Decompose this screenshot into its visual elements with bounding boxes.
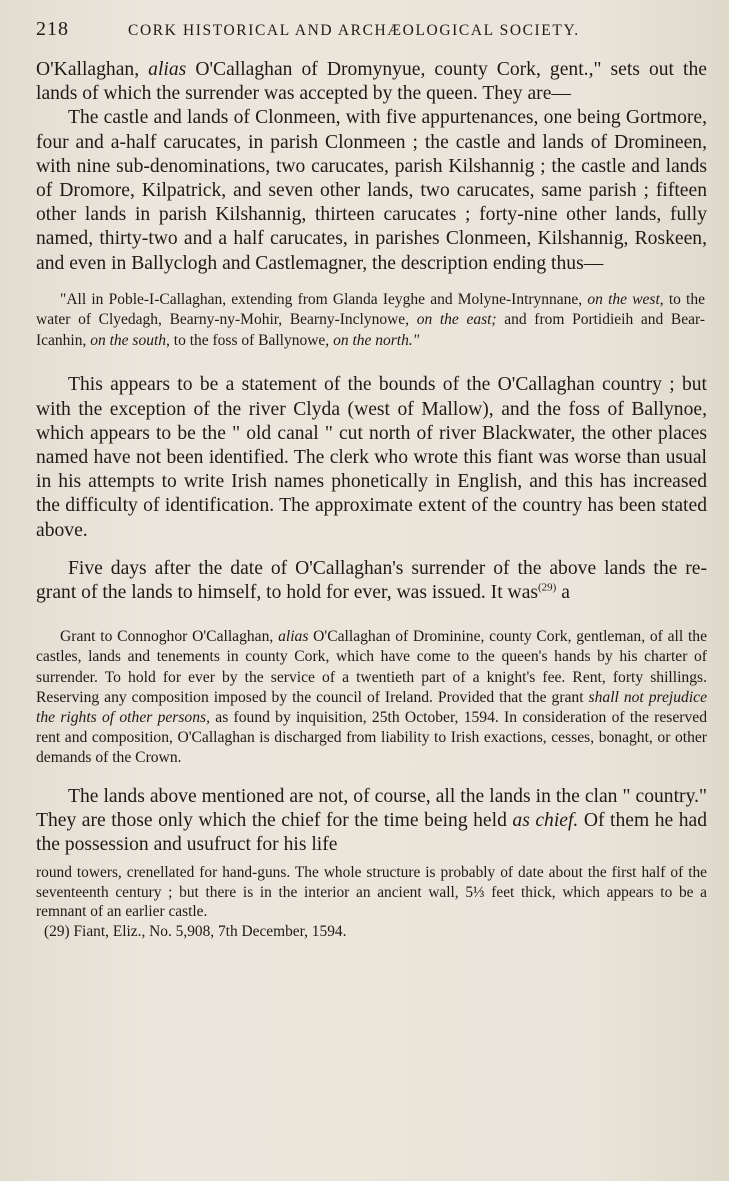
quote-italic-east: on the east; — [416, 311, 497, 329]
quote-italic-west: on the west, — [587, 290, 664, 308]
footnote-continuation: round towers, crenellated for hand-guns. The whole structure is probably of date about the first half of the seventeenth century ; but there is in the interior an ancient wall, 5⅓ feet thick, which appears to be a remnant of an earlier castle. — [36, 864, 707, 921]
paragraph-5-text-a: The lands above mentioned are not, of course, all the lands in the clan " country." They are those only which the chief for the time being held — [36, 785, 707, 831]
grant-italic-rights: shall not prejudice the rights of other persons, — [36, 688, 708, 726]
paragraph-4-text-b: a — [556, 581, 570, 603]
grant-italic-alias: alias — [278, 628, 309, 646]
main-text-final — [36, 785, 707, 858]
paragraph-1-italic: alias — [148, 59, 187, 80]
running-head — [36, 18, 707, 58]
footnote-reference: (29) — [538, 581, 557, 594]
quote-text-c: and from Portidieih and Bear-Icanhin, — [36, 311, 706, 349]
paragraph-4-text-a: Five days after the date of O'Callaghan's surrender of the above lands the re-grant of the lands to himself, to hold for ever, was issued. It was — [36, 557, 707, 603]
main-text — [36, 58, 707, 276]
paragraph-5-text-b: Of them he had the possession and usufruct for his life — [36, 809, 708, 855]
page-number: 218 — [36, 18, 69, 40]
paragraph-5 — [36, 785, 707, 858]
paragraph-5-italic: as chief. — [512, 809, 579, 831]
footnotes — [36, 863, 707, 941]
quote-italic-south: on the south, — [90, 331, 170, 349]
grant-extract — [36, 627, 707, 768]
quote-italic-north: on the north." — [333, 331, 420, 349]
grant-text-b: O'Callaghan of Drominine, county Cork, gentleman, of all the castles, lands and tenements in county Cork, which have come to the queen's hands by his charter of surrender. To hold for ever by the service of a twentieth part of a knight's fee. Rent, forty shillings. Reserving any composition imposed by the council of Ireland. Provided that the grant — [36, 628, 708, 706]
paragraph-3: This appears to be a statement of the bounds of the O'Callaghan country ; but with the exception of the river Clyda (west of Mallow), and the foss of Ballynoe, which appears to be the " old canal " cut north of river Blackwater, the other places named have not been identified. The clerk who wrote this fiant was worse than usual in his attempts to write Irish names phonetically in English, and this has increased the difficulty of identification. The approximate extent of the country has been stated above. — [36, 374, 707, 541]
paragraph-1-text-b: O'Callaghan of Dromynyue, county Cork, gent.," sets out the lands of which the surrender was accepted by the queen. They are— — [36, 59, 707, 105]
block-quote — [36, 290, 707, 352]
footnote-29: (29) Fiant, Eliz., No. 5,908, 7th December, 1594. — [44, 922, 347, 940]
quote-text-b: to the water of Clyedagh, Bearny-ny-Mohir, Bearny-Inclynowe, — [36, 290, 705, 329]
grant-text-c: as found by inquisition, 25th October, 1594. In consideration of the reserved rent and composition, O'Callaghan is discharged from liability to Irish exactions, cesses, bonaght, or other demands of the Crown. — [36, 708, 707, 767]
grant-text-a: Grant to Connoghor O'Callaghan, — [60, 628, 279, 646]
paragraph-2: The castle and lands of Clonmeen, with five appurtenances, one being Gortmore, four and a-half carucates, in parish Clonmeen ; the castle and lands of Dromineen, with nine sub-denominations, two carucates, parish Kilshannig ; the castle and lands of Dromore, Kilpatrick, and seven other lands, two carucates, same parish ; fifteen other lands in parish Kilshannig, thirteen carucates ; forty-nine other lands, fully named, thirty-two and a half carucates, in parishes Clonmeen, Kilshannig, Roskeen, and even in Ballyclogh and Castlemagner, the description ending thus— — [36, 107, 707, 274]
paragraph-1-text-a: O'Kallaghan, — [36, 59, 149, 80]
quote-text-d: to the foss of Ballynowe, — [169, 331, 334, 349]
main-text-continued — [36, 373, 707, 605]
paragraph-1 — [36, 58, 707, 106]
journal-title: CORK HISTORICAL AND ARCHÆOLOGICAL SOCIETY. — [128, 22, 580, 39]
quote-text-a: "All in Poble-I-Callaghan, extending from Glanda Ieyghe and Molyne-Intrynnane, — [60, 290, 588, 308]
paragraph-4 — [36, 557, 707, 605]
